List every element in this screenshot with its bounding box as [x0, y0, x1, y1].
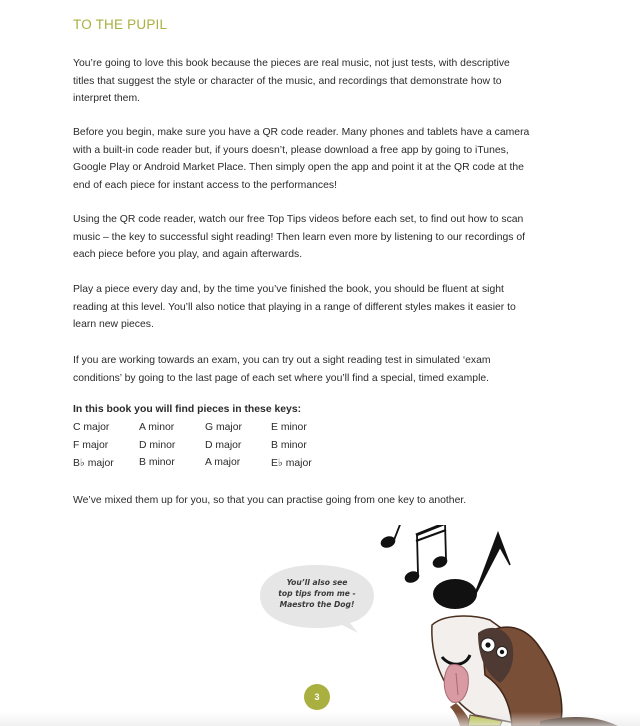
paragraph-top-tips: Using the QR code reader, watch our free Top Tips videos before each set, to find out how to scan music – the key to successful sight reading! Then learn even more by listening to our recordings of each piece before you play, and again afterwards. — [73, 214, 526, 261]
paragraph-practice: Play a piece every day and, by the time you’ve finished the book, you should be fluent at sight reading at this level. You’ll also notice that playing in a range of different styles makes it easier to learn new pieces. — [73, 284, 516, 331]
speech-bubble-line: top tips from me - — [278, 589, 356, 598]
maestro-dog-illustration — [370, 525, 640, 726]
page-heading: TO THE PUPIL — [73, 17, 168, 32]
dog-nose — [433, 579, 477, 609]
page-number-badge: 3 — [304, 684, 330, 710]
paragraph-qr-reader: Before you begin, make sure you have a QR code reader. Many phones and tablets have a camera with a built-in code reader but, if yours doesn’t, please download a free app by going to iTunes, Google Play or Android Market Place. Then simply open the app and point it at the QR code at the end of each piece for instant access to the performances! — [73, 127, 530, 191]
key-item: B♭ major — [73, 458, 114, 469]
paragraph-mixed-keys: We’ve mixed them up for you, so that you can practise going from one key to another. — [73, 495, 467, 506]
key-item: B minor — [139, 457, 175, 468]
speech-bubble-line: Maestro the Dog! — [279, 600, 355, 609]
speech-bubble-line: You’ll also see — [286, 578, 348, 587]
keys-grid — [73, 422, 337, 475]
key-item: G major — [205, 422, 242, 433]
key-item: E minor — [271, 422, 307, 433]
key-item: A minor — [139, 422, 175, 433]
paragraph-exam: If you are working towards an exam, you can try out a sight reading test in simulated ‘exam conditions’ by going to the last page of each set where you’ll find a special, timed example. — [73, 355, 491, 384]
key-item: B minor — [271, 439, 307, 451]
key-item: F major — [73, 439, 109, 451]
key-item: E♭ major — [271, 458, 312, 469]
speech-bubble-text — [262, 577, 372, 610]
key-item: A major — [205, 457, 241, 468]
key-item: D major — [205, 439, 242, 451]
key-item: D minor — [139, 439, 176, 451]
key-item: C major — [73, 422, 110, 433]
keys-title: In this book you will find pieces in these keys: — [73, 404, 302, 415]
page-bottom-shadow — [0, 712, 640, 726]
paragraph-intro: You’re going to love this book because the pieces are real music, not just tests, with descriptive titles that suggest the style or character of the music, and recordings that demonstrate how to interpret them. — [73, 58, 510, 105]
dog-tongue — [444, 664, 468, 702]
